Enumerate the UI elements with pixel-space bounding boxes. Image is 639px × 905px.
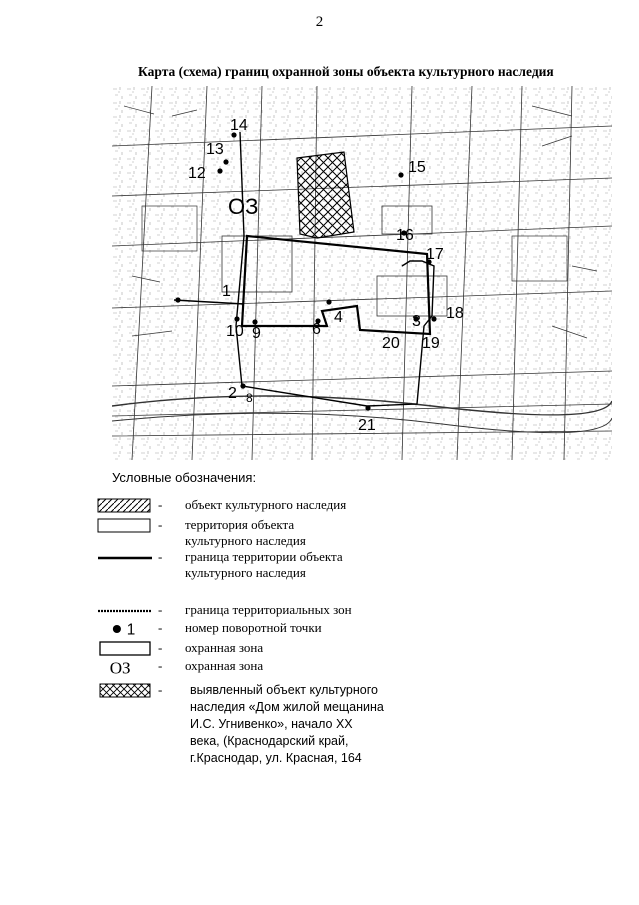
crosshatch-swatch (96, 682, 154, 700)
legend-item-identified-object (96, 682, 536, 772)
legend-dash: - (158, 517, 163, 532)
point-label-20: 20 (382, 335, 400, 352)
svg-text:ОЗ: ОЗ (109, 658, 131, 676)
legend-text: территория объекта культурного наследия (185, 517, 306, 548)
legend-text: объект культурного наследия (185, 497, 347, 512)
legend-item-protection-zone-area (96, 640, 536, 660)
legend-text: номер поворотной точки (185, 620, 322, 635)
legend-item-territory-boundary (96, 549, 536, 580)
point-label-21: 21 (358, 417, 376, 434)
turning-point-dot (217, 168, 222, 173)
legend-dash: - (158, 640, 163, 655)
legend-text: охранная зона (185, 640, 264, 655)
point-label-4: 4 (334, 309, 343, 326)
point-label-16: 16 (396, 227, 414, 244)
turning-point-dot (252, 319, 257, 324)
legend-heading: Условные обозначения: (112, 470, 257, 485)
legend-text: граница территориальных зон (185, 602, 352, 617)
point-symbol (96, 620, 154, 638)
legend-text: охранная зона (185, 658, 264, 673)
point-label-15: 15 (408, 159, 426, 176)
turning-point-dot (326, 299, 331, 304)
map-background-linework (112, 86, 612, 460)
legend-dash: - (158, 658, 163, 673)
cadastral-map (112, 86, 612, 460)
point-label-18: 18 (446, 305, 464, 322)
zone-rect-swatch (96, 640, 154, 658)
legend-dash: - (158, 620, 163, 635)
point-label-3: 3 (412, 313, 421, 330)
legend-text: граница территории объекта культурного наследия (185, 549, 343, 580)
zone-label-oz: ОЗ (228, 194, 259, 219)
empty-rect-swatch (96, 517, 154, 535)
page-number: 2 (315, 14, 324, 30)
thick-line-swatch (96, 549, 154, 567)
legend-dash: - (158, 549, 163, 564)
svg-text:1: 1 (126, 621, 136, 638)
oz-text-symbol (96, 658, 154, 676)
point-label-8: 8 (246, 391, 253, 405)
point-label-10: 10 (226, 323, 244, 340)
turning-point-dot (431, 316, 436, 321)
point-label-13: 13 (206, 141, 224, 158)
turning-point-dot (240, 383, 245, 388)
legend-item-heritage-territory (96, 517, 536, 548)
turning-point-dot (365, 405, 370, 410)
map-title: Карта (схема) границ охранной зоны объекта культурного наследия (138, 64, 554, 79)
turning-point-dot (175, 297, 180, 302)
identified-object-hatch (297, 152, 354, 238)
point-label-12: 12 (188, 165, 206, 182)
legend-item-zone-boundary (96, 602, 536, 622)
legend-text: выявленный объект культурного наследия «Дом жилой мещанина И.С. Угнивенко», начало XX века, (Краснодарский край, г.Краснодар, ул. Красная, 164 (190, 683, 384, 765)
point-label-2: 2 (228, 385, 237, 402)
turning-point-dot (234, 316, 239, 321)
legend-dash: - (158, 497, 163, 512)
point-label-14: 14 (230, 117, 248, 134)
legend-dash: - (158, 682, 163, 697)
legend-dash: - (158, 602, 163, 617)
turning-point-dot (223, 159, 228, 164)
point-label-6: 6 (312, 321, 321, 338)
diagonal-hatch-swatch (96, 497, 154, 515)
legend-item-turning-point (96, 620, 536, 640)
point-label-19: 19 (422, 335, 440, 352)
legend-item-heritage-object (96, 497, 536, 517)
dashed-line-swatch (96, 602, 154, 620)
turning-point-dot (398, 172, 403, 177)
point-label-1: 1 (222, 283, 231, 300)
point-label-17: 17 (426, 246, 444, 263)
legend-item-protection-zone-label (96, 658, 536, 678)
point-label-9: 9 (252, 325, 261, 342)
